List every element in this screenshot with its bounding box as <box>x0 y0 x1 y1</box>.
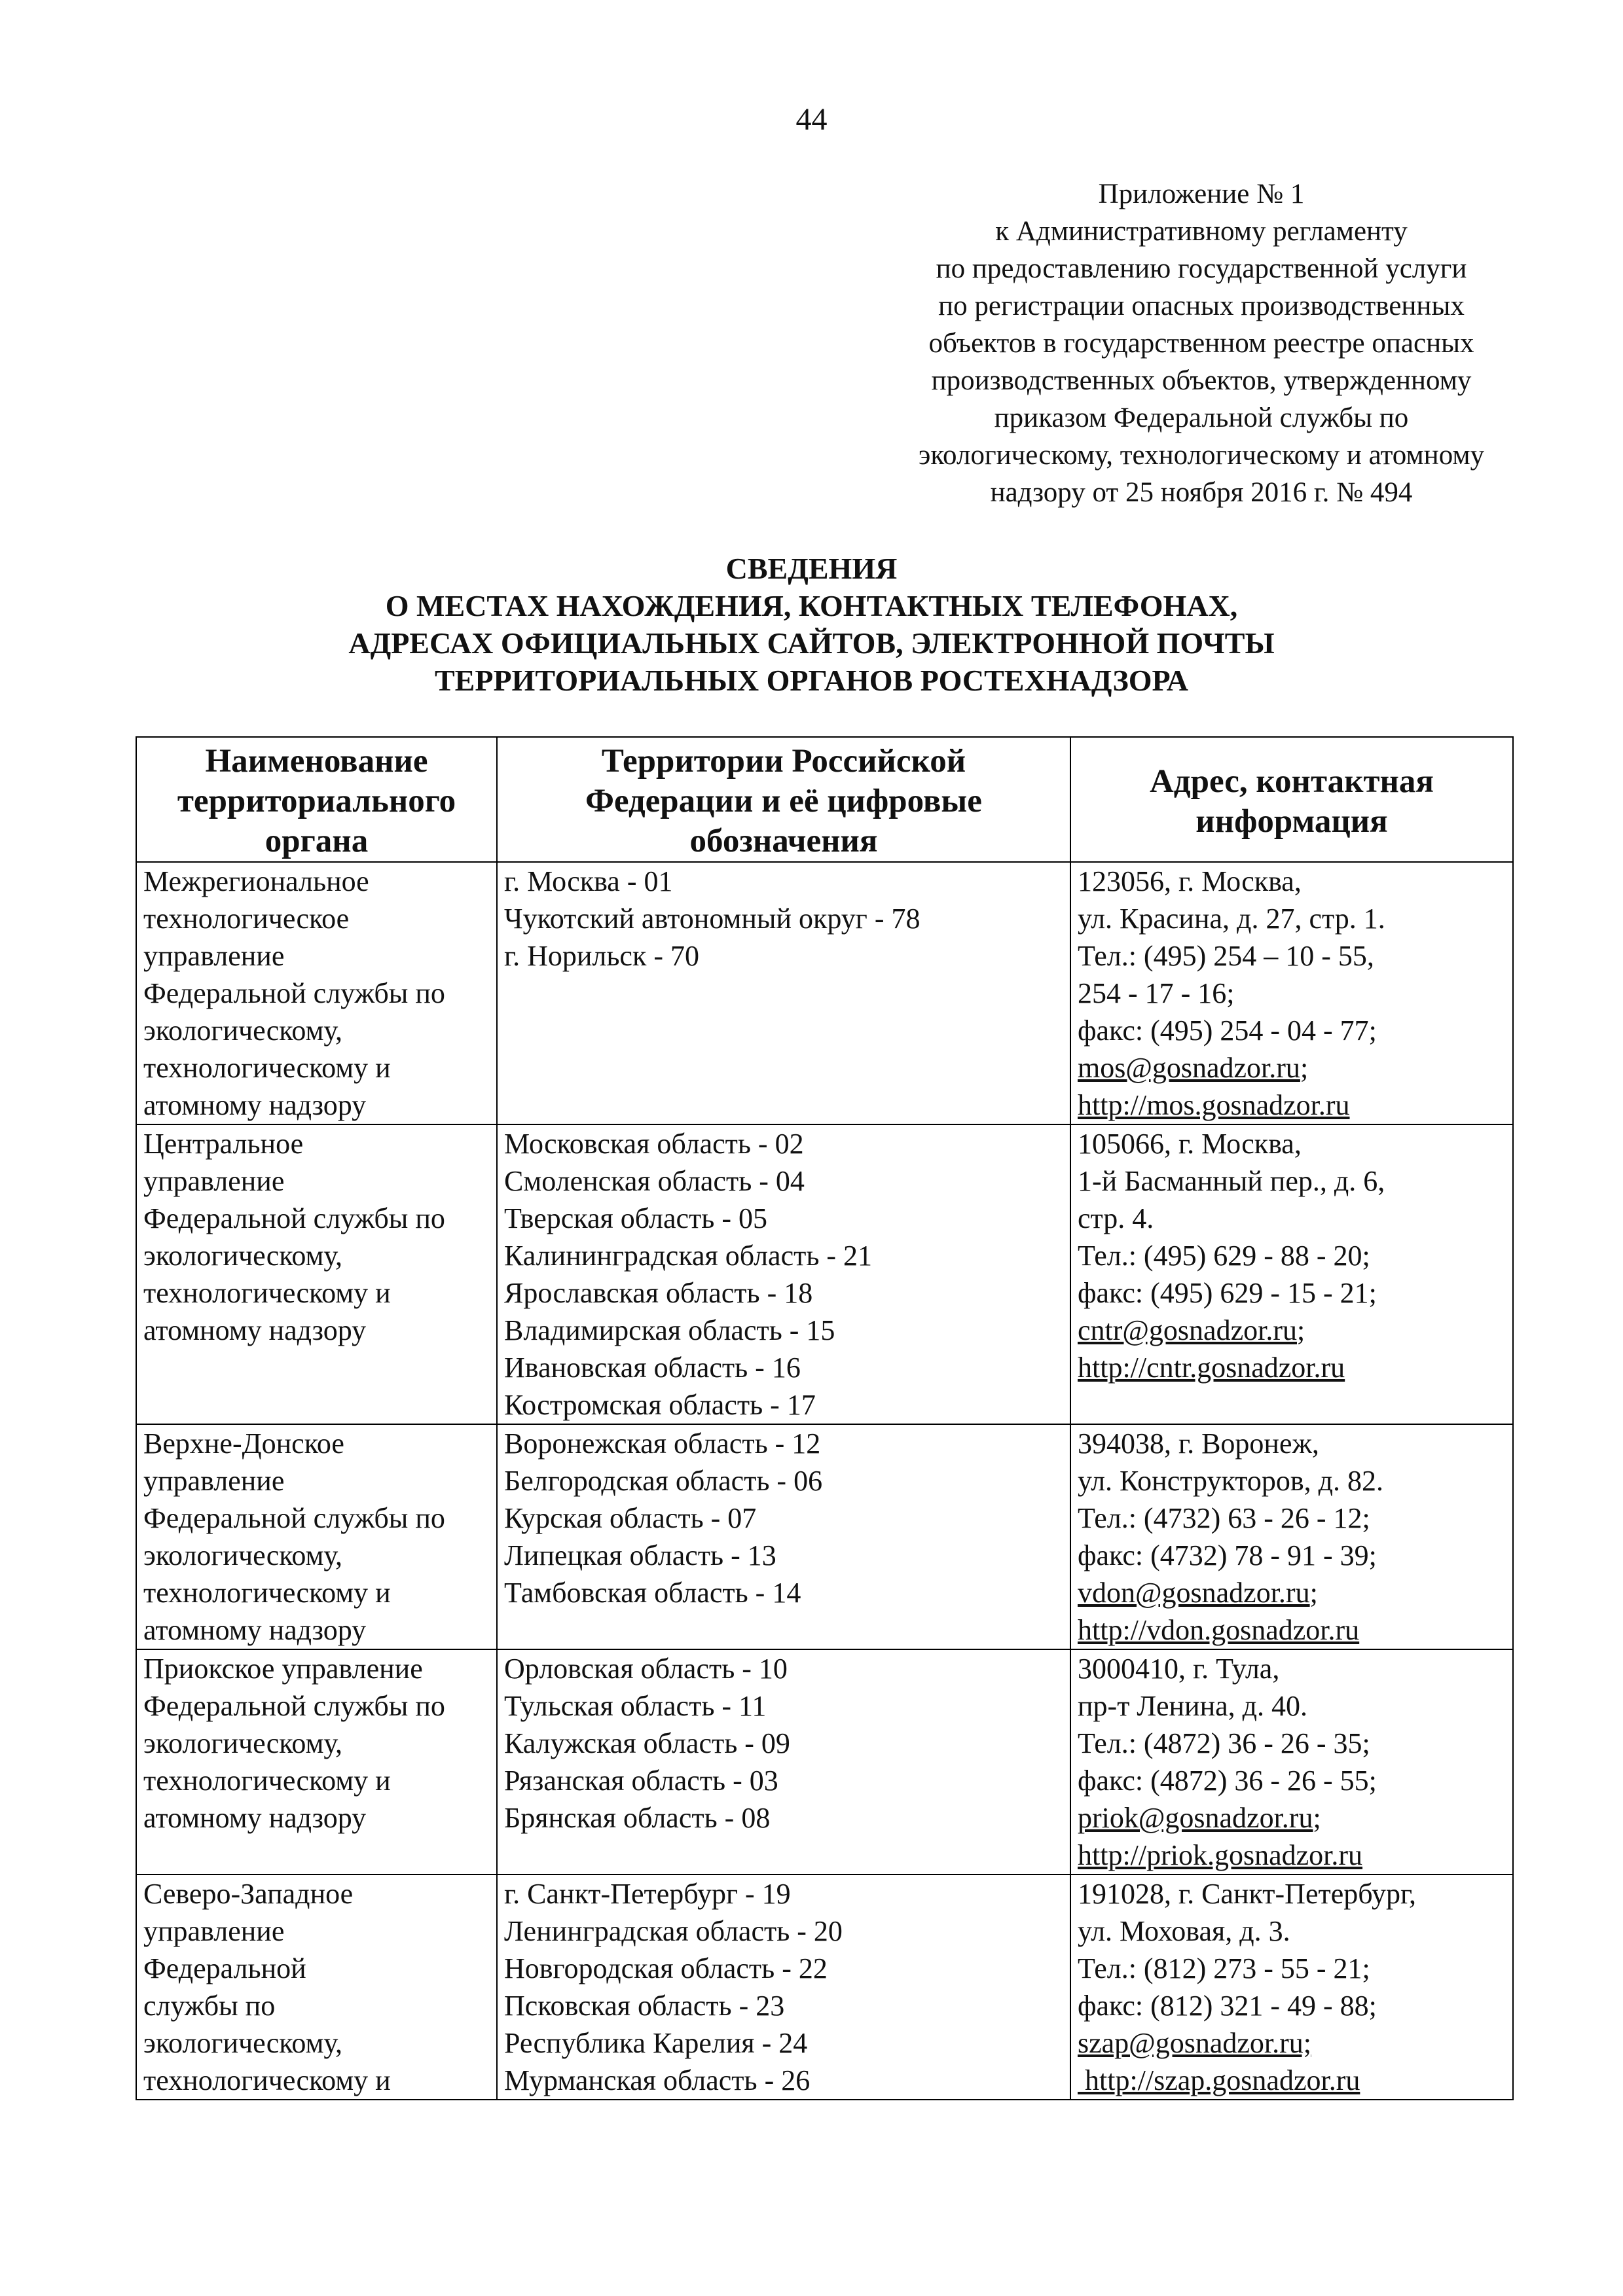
territories-cell: Воронежская область - 12 Белгородская область - 06 Курская область - 07 Липецкая область - 13 Тамбовская область - 14 <box>497 1424 1070 1649</box>
header-address: Адрес, контактная информация <box>1070 737 1513 862</box>
annex-line: объектов в государственном реестре опасных <box>928 328 1474 359</box>
address-cell: 3000410, г. Тула, пр-т Ленина, д. 40. Тел.: (4872) 36 - 26 - 35; факс: (4872) 36 - 26 - 55; priok@gosnadzor.ru; http://priok.gosnadzor.ru <box>1070 1649 1513 1874</box>
table-row <box>136 1124 1513 1424</box>
annex-line: надзору от 25 ноября 2016 г. № 494 <box>990 477 1413 508</box>
annex-line: к Административному регламенту <box>995 216 1408 247</box>
website-link[interactable]: http://mos.gosnadzor.ru <box>1078 1089 1350 1121</box>
body-name-cell: Приокское управление Федеральной службы по экологическому, технологическому и атомному надзору <box>136 1649 497 1874</box>
body-name-cell: Центральное управление Федеральной службы по экологическому, технологическому и атомному надзору <box>136 1124 497 1424</box>
body-name-cell: Северо-Западное управление Федеральной службы по экологическому, технологическому и <box>136 1874 497 2100</box>
email-link[interactable]: cntr@gosnadzor.ru <box>1078 1314 1297 1346</box>
title-line: СВЕДЕНИЯ <box>725 552 898 585</box>
annex-line: производственных объектов, утвержденному <box>931 365 1472 396</box>
website-link[interactable]: http://vdon.gosnadzor.ru <box>1078 1614 1360 1646</box>
territorial-bodies-table <box>136 736 1514 2100</box>
header-name: Наименование территориального органа <box>136 737 497 862</box>
annex-line: по регистрации опасных производственных <box>938 291 1465 321</box>
document-title <box>0 550 1623 699</box>
website-link[interactable]: http://cntr.gosnadzor.ru <box>1078 1352 1345 1384</box>
table-row <box>136 1874 1513 2100</box>
header-territories: Территории Российской Федерации и её цифровые обозначения <box>497 737 1070 862</box>
annex-block <box>812 175 1591 511</box>
address-cell: 394038, г. Воронеж, ул. Конструкторов, д. 82. Тел.: (4732) 63 - 26 - 12; факс: (4732) 78 - 91 - 39; vdon@gosnadzor.ru; http://vdon.gosnadzor.ru <box>1070 1424 1513 1649</box>
territories-cell: г. Санкт-Петербург - 19 Ленинградская область - 20 Новгородская область - 22 Псковская область - 23 Республика Карелия - 24 Мурманская область - 26 <box>497 1874 1070 2100</box>
territories-cell: г. Москва - 01 Чукотский автономный округ - 78 г. Норильск - 70 <box>497 862 1070 1124</box>
email-link[interactable]: mos@gosnadzor.ru <box>1078 1052 1300 1084</box>
page-number: 44 <box>795 102 828 137</box>
table-header-row <box>136 737 1513 862</box>
body-name-cell: Верхне-Донское управление Федеральной службы по экологическому, технологическому и атомному надзору <box>136 1424 497 1649</box>
email-link[interactable]: vdon@gosnadzor.ru <box>1078 1577 1310 1609</box>
email-link[interactable]: szap@gosnadzor.ru; <box>1078 2027 1311 2059</box>
table-row <box>136 862 1513 1124</box>
annex-line: по предоставлению государственной услуги <box>936 253 1467 284</box>
annex-line: Приложение № 1 <box>1098 179 1305 209</box>
title-line: О МЕСТАХ НАХОЖДЕНИЯ, КОНТАКТНЫХ ТЕЛЕФОНАХ, <box>385 589 1238 622</box>
address-cell: 105066, г. Москва, 1-й Басманный пер., д. 6, стр. 4. Тел.: (495) 629 - 88 - 20; факс: (495) 629 - 15 - 21; cntr@gosnadzor.ru; http://cntr.gosnadzor.ru <box>1070 1124 1513 1424</box>
email-link[interactable]: priok@gosnadzor.ru <box>1078 1802 1313 1834</box>
territories-cell: Орловская область - 10 Тульская область - 11 Калужская область - 09 Рязанская область - 03 Брянская область - 08 <box>497 1649 1070 1874</box>
table-row <box>136 1649 1513 1874</box>
annex-line: экологическому, технологическому и атомному <box>918 440 1485 471</box>
title-line: ТЕРРИТОРИАЛЬНЫХ ОРГАНОВ РОСТЕХНАДЗОРА <box>434 664 1188 697</box>
title-line: АДРЕСАХ ОФИЦИАЛЬНЫХ САЙТОВ, ЭЛЕКТРОННОЙ ПОЧТЫ <box>348 626 1275 660</box>
body-name-cell: Межрегиональное технологическое управление Федеральной службы по экологическому, технологическому и атомному надзору <box>136 862 497 1124</box>
address-cell: 123056, г. Москва, ул. Красина, д. 27, стр. 1. Тел.: (495) 254 – 10 - 55, 254 - 17 - 16; факс: (495) 254 - 04 - 77; mos@gosnadzor.ru; http://mos.gosnadzor.ru <box>1070 862 1513 1124</box>
website-link[interactable]: http://szap.gosnadzor.ru <box>1078 2064 1360 2096</box>
annex-line: приказом Федеральной службы по <box>994 403 1409 433</box>
address-cell: 191028, г. Санкт-Петербург, ул. Моховая, д. 3. Тел.: (812) 273 - 55 - 21; факс: (812) 321 - 49 - 88; szap@gosnadzor.ru; http://szap.gosnadzor.ru <box>1070 1874 1513 2100</box>
website-link[interactable]: http://priok.gosnadzor.ru <box>1078 1839 1363 1871</box>
table-row <box>136 1424 1513 1649</box>
territories-cell: Московская область - 02 Смоленская область - 04 Тверская область - 05 Калининградская область - 21 Ярославская область - 18 Владимирская область - 15 Ивановская область - 16 Костромская область - 17 <box>497 1124 1070 1424</box>
